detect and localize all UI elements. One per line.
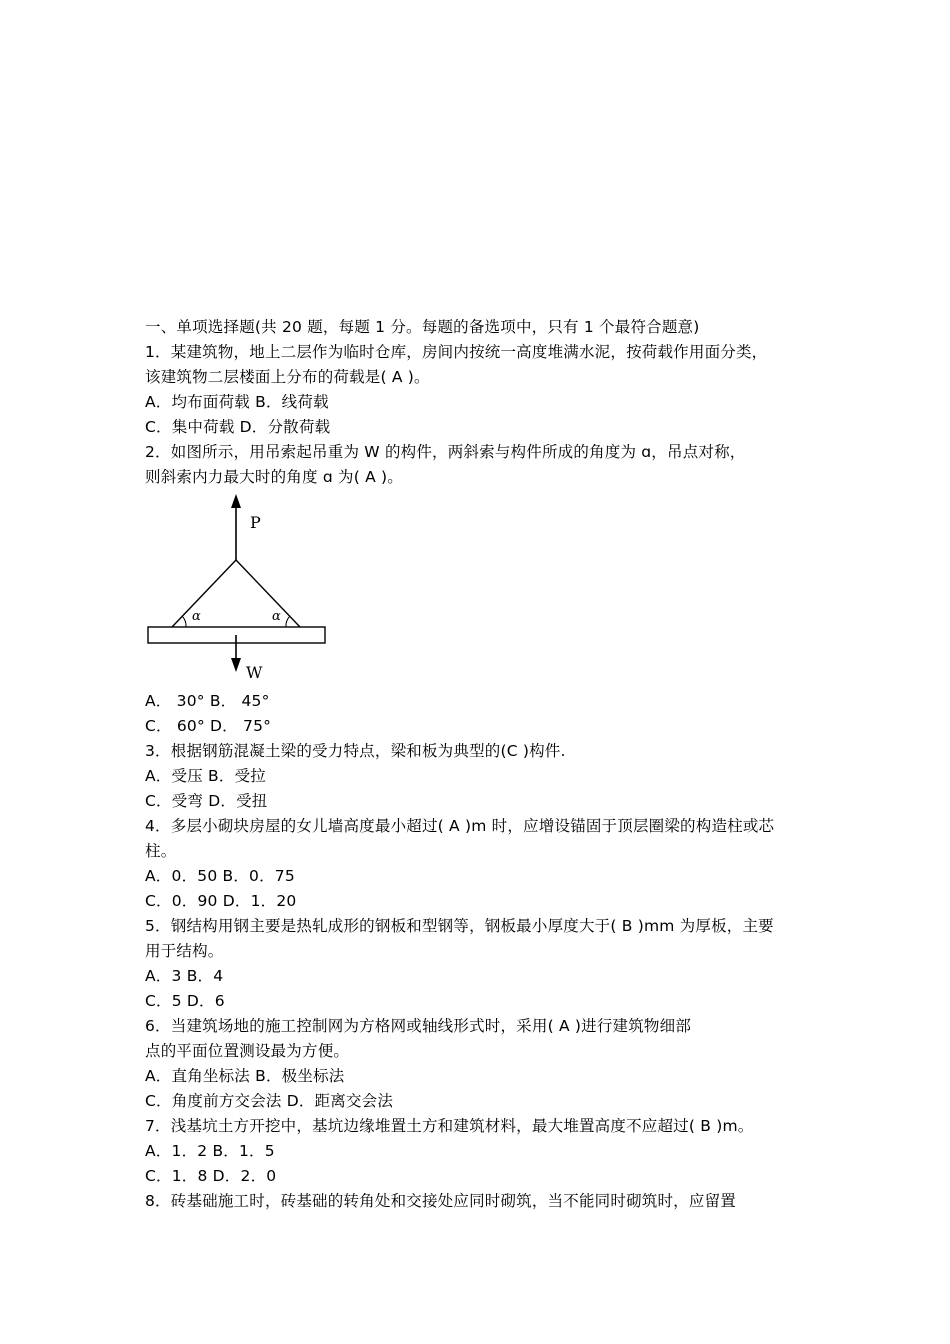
question-6-text-cont: 点的平面位置测设最为方便。 [145,1042,350,1060]
question-2-text: 2．如图所示，用吊索起吊重为 W 的构件，两斜索与构件所成的角度为 ɑ，吊点对称， [145,443,746,461]
question-1-options-cd: C．集中荷载 D．分散荷载 [145,418,331,436]
question-4-text: 4．多层小砌块房屋的女儿墙高度最小超过( A )m 时，应增设锚固于顶层圈梁的构造柱或芯 [145,817,775,835]
right-alpha-label: α [272,609,281,624]
question-4-text-cont: 柱。 [145,842,177,860]
question-7-text: 7．浅基坑土方开挖中，基坑边缘堆置土方和建筑材料，最大堆置高度不应超过( B )m。 [145,1117,754,1135]
lifting-diagram-svg [140,490,340,690]
question-7-options-cd: C．1．8 D．2．0 [145,1167,277,1185]
question-6-options-cd: C．角度前方交会法 D．距离交会法 [145,1092,394,1110]
force-p-label: P [250,513,261,532]
force-w-arrowhead [231,658,241,672]
left-sling [172,560,236,627]
question-5-text-cont: 用于结构。 [145,942,224,960]
lifting-diagram [140,490,340,690]
question-6-options-ab: A．直角坐标法 B．极坐标法 [145,1067,345,1085]
question-5-options-cd: C．5 D．6 [145,992,225,1010]
right-sling [236,560,300,627]
question-2-options-ab: A． 30° B． 45° [145,692,270,710]
question-2-options-cd: C． 60° D． 75° [145,717,272,735]
question-3-options-cd: C．受弯 D．受扭 [145,792,268,810]
force-p-arrowhead [231,494,241,508]
question-3-text: 3．根据钢筋混凝土梁的受力特点，梁和板为典型的(C )构件. [145,742,566,760]
question-5-text: 5．钢结构用钢主要是热轧成形的钢板和型钢等，钢板最小厚度大于( B )mm 为厚板，主要 [145,917,774,935]
question-4-options-ab: A．0．50 B．0．75 [145,867,295,885]
question-7-options-ab: A．1．2 B．1．5 [145,1142,275,1160]
question-6-text: 6．当建筑场地的施工控制网为方格网或轴线形式时，采用( A )进行建筑物细部 [145,1017,692,1035]
question-1-text-cont: 该建筑物二层楼面上分布的荷载是( A )。 [145,368,430,386]
question-8-text: 8．砖基础施工时，砖基础的转角处和交接处应同时砌筑，当不能同时砌筑时，应留置 [145,1192,736,1210]
question-2-text-cont: 则斜索内力最大时的角度 ɑ 为( A )。 [145,468,403,486]
question-1-text: 1．某建筑物，地上二层作为临时仓库，房间内按统一高度堆满水泥，按荷载作用面分类， [145,343,768,361]
right-angle-arc [286,616,290,627]
left-alpha-label: α [192,609,201,624]
question-5-options-ab: A．3 B．4 [145,967,224,985]
section-heading: 一、单项选择题(共 20 题，每题 1 分。每题的备选项中，只有 1 个最符合题意) [145,318,700,336]
question-1-options-ab: A．均布面荷载 B．线荷载 [145,393,329,411]
left-angle-arc [182,616,186,627]
question-4-options-cd: C．0．90 D．1．20 [145,892,297,910]
force-w-label: W [246,663,263,682]
question-3-options-ab: A．受压 B．受拉 [145,767,266,785]
